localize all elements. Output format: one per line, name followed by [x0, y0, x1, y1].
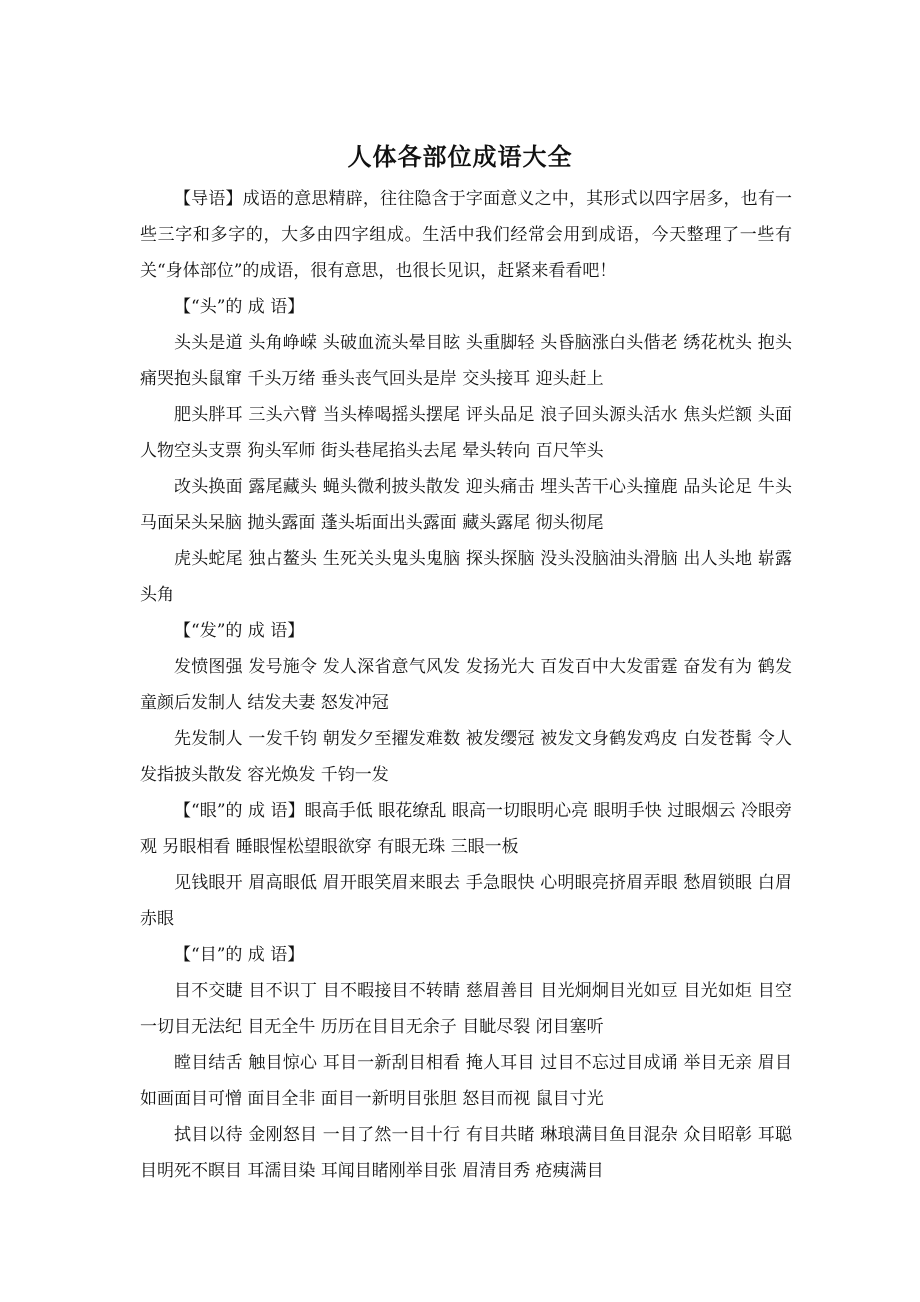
idiom-paragraph: 肥头胖耳 三头六臂 当头棒喝摇头摆尾 评头品足 浪子回头源头活水 焦头烂额 头面人物空头支票 狗头军师 街头巷尾掐头去尾 晕头转向 百尺竿头 [140, 405, 792, 461]
idiom-paragraph: 发愤图强 发号施令 发人深省意气风发 发扬光大 百发百中大发雷霆 奋发有为 鹤发童颜后发制人 结发夫妻 怒发冲冠 [140, 657, 792, 713]
section-heading-fa: 【“发”的 成 语】 [174, 621, 305, 641]
idiom-paragraph: 先发制人 一发千钧 朝发夕至擢发难数 被发缨冠 被发文身鹤发鸡皮 白发苍髯 令人发指披头散发 容光焕发 千钧一发 [140, 729, 792, 785]
idiom-paragraph: 改头换面 露尾藏头 蝇头微利披头散发 迎头痛击 埋头苦干心头撞鹿 品头论足 牛头马面呆头呆脑 抛头露面 蓬头垢面出头露面 藏头露尾 彻头彻尾 [140, 477, 792, 533]
idiom-paragraph: 目不交睫 目不识丁 目不暇接目不转睛 慈眉善目 目光炯炯目光如豆 目光如炬 目空一切目无法纪 目无全牛 历历在目目无余子 目眦尽裂 闭目塞听 [140, 981, 792, 1037]
section-heading-yan-paragraph: 【“眼”的 成 语】眼高手低 眼花缭乱 眼高一切眼明心亮 眼明手快 过眼烟云 冷眼旁观 另眼相看 睡眼惺松望眼欲穿 有眼无珠 三眼一板 [140, 801, 792, 857]
document-body [140, 181, 792, 1189]
idiom-paragraph: 头头是道 头角峥嵘 头破血流头晕目眩 头重脚轻 头昏脑涨白头偕老 绣花枕头 抱头痛哭抱头鼠窜 千头万绪 垂头丧气回头是岸 交头接耳 迎头赶上 [140, 333, 792, 389]
idiom-paragraph: 瞠目结舌 触目惊心 耳目一新刮目相看 掩人耳目 过目不忘过目成诵 举目无亲 眉目如画面目可憎 面目全非 面目一新明目张胆 怒目而视 鼠目寸光 [140, 1053, 792, 1109]
intro-paragraph: 【导语】成语的意思精辟，往往隐含于字面意义之中，其形式以四字居多，也有一些三字和多字的，大多由四字组成。生活中我们经常会用到成语，今天整理了一些有关“身体部位”的成语，很有意思，也很长见识，赶紧来看看吧！ [140, 189, 792, 281]
idiom-paragraph: 虎头蛇尾 独占鳌头 生死关头鬼头鬼脑 探头探脑 没头没脑油头滑脑 出人头地 崭露头角 [140, 549, 792, 605]
idiom-paragraph: 见钱眼开 眉高眼低 眉开眼笑眉来眼去 手急眼快 心明眼亮挤眉弄眼 愁眉锁眼 白眉赤眼 [140, 873, 792, 929]
section-heading-mu: 【“目”的 成 语】 [174, 945, 305, 965]
page-title: 人体各部位成语大全 [347, 143, 573, 171]
idiom-paragraph: 拭目以待 金刚怒目 一目了然一目十行 有目共睹 琳琅满目鱼目混杂 众目昭彰 耳聪目明死不瞑目 耳濡目染 耳闻目睹刚举目张 眉清目秀 疮痍满目 [140, 1125, 792, 1181]
section-heading-tou: 【“头”的 成 语】 [174, 297, 305, 317]
